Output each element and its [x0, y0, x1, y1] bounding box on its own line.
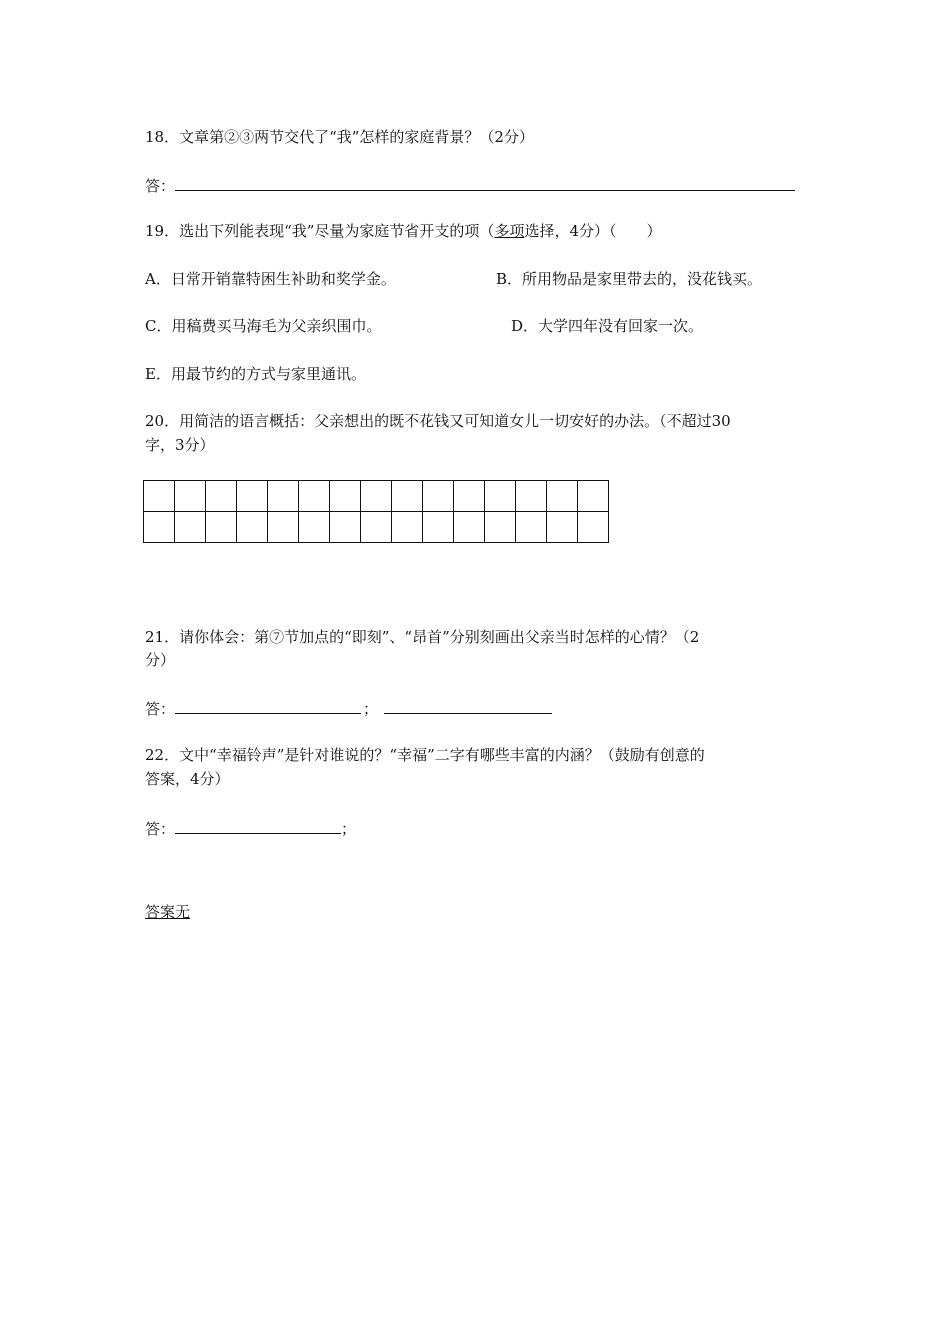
q22-answer-blank[interactable] — [175, 817, 341, 834]
grid-cell[interactable] — [485, 512, 516, 543]
grid-cell[interactable] — [392, 512, 423, 543]
q22-question-line1: 22．文中“幸福铃声”是针对谁说的？“幸福”二字有哪些丰富的内涵？（鼓励有创意的 — [145, 746, 705, 764]
q19-option-c[interactable]: C．用稿费买马海毛为父亲织围巾。 — [145, 317, 382, 335]
q21-answer-label: 答： — [145, 700, 176, 718]
q19-option-a[interactable]: A．日常开销靠特困生补助和奖学金。 — [145, 270, 396, 288]
q18-question: 18．文章第②③两节交代了“我”怎样的家庭背景？（2分） — [145, 128, 534, 146]
q21-question-line1: 21．请你体会：第⑦节加点的“即刻”、“昂首”分别刻画出父亲当时怎样的心情？（2 — [145, 628, 700, 646]
grid-cell[interactable] — [237, 512, 268, 543]
q21-question-line2: 分） — [145, 651, 176, 669]
grid-cell[interactable] — [330, 481, 361, 512]
grid-cell[interactable] — [547, 512, 578, 543]
q22-answer-label: 答： — [145, 820, 176, 838]
q22-answer-end: ； — [341, 820, 357, 838]
grid-cell[interactable] — [237, 481, 268, 512]
grid-cell[interactable] — [423, 481, 454, 512]
grid-row — [144, 481, 609, 512]
q21-separator: ； — [363, 700, 379, 718]
q20-question-line1: 20．用简洁的语言概括：父亲想出的既不花钱又可知道女儿一切安好的办法。（不超过30 — [145, 412, 731, 430]
q18-answer-label: 答： — [145, 177, 176, 195]
grid-cell[interactable] — [516, 512, 547, 543]
answer-note: 答案无 — [145, 903, 191, 921]
grid-cell[interactable] — [144, 512, 175, 543]
grid-cell[interactable] — [299, 512, 330, 543]
grid-cell[interactable] — [392, 481, 423, 512]
grid-cell[interactable] — [547, 481, 578, 512]
q19-option-e[interactable]: E．用最节约的方式与家里通讯。 — [145, 365, 366, 383]
grid-cell[interactable] — [268, 481, 299, 512]
grid-cell[interactable] — [175, 512, 206, 543]
grid-cell[interactable] — [361, 512, 392, 543]
grid-cell[interactable] — [423, 512, 454, 543]
grid-cell[interactable] — [578, 481, 609, 512]
q18-answer-line — [145, 174, 795, 196]
grid-cell[interactable] — [206, 481, 237, 512]
grid-cell[interactable] — [485, 481, 516, 512]
grid-cell[interactable] — [516, 481, 547, 512]
grid-cell[interactable] — [361, 481, 392, 512]
q22-answer-line — [145, 817, 356, 839]
q21-answer-blank-2[interactable] — [384, 697, 552, 714]
q19-option-d[interactable]: D．大学四年没有回家一次。 — [511, 317, 704, 335]
q19-question — [145, 221, 662, 241]
q20-answer-grid[interactable] — [143, 480, 609, 543]
grid-cell[interactable] — [268, 512, 299, 543]
grid-cell[interactable] — [454, 481, 485, 512]
q22-question-line2: 答案，4分） — [145, 770, 230, 788]
q21-answer-line — [145, 697, 552, 719]
q19-question-post: 选择，4分）（ ） — [524, 222, 662, 240]
q20-question-line2: 字，3分） — [145, 436, 215, 454]
q19-question-underlined: 多项 — [494, 222, 525, 240]
grid-cell[interactable] — [206, 512, 237, 543]
q19-question-pre: 19．选出下列能表现“我”尽量为家庭节省开支的项（ — [145, 222, 495, 240]
q21-answer-blank-1[interactable] — [175, 697, 361, 714]
grid-cell[interactable] — [330, 512, 361, 543]
grid-cell[interactable] — [454, 512, 485, 543]
q19-option-b[interactable]: B．所用物品是家里带去的，没花钱买。 — [496, 270, 763, 288]
grid-row — [144, 512, 609, 543]
q18-answer-blank[interactable] — [175, 174, 795, 191]
grid-cell[interactable] — [175, 481, 206, 512]
grid-cell[interactable] — [144, 481, 175, 512]
grid-cell[interactable] — [578, 512, 609, 543]
grid-cell[interactable] — [299, 481, 330, 512]
